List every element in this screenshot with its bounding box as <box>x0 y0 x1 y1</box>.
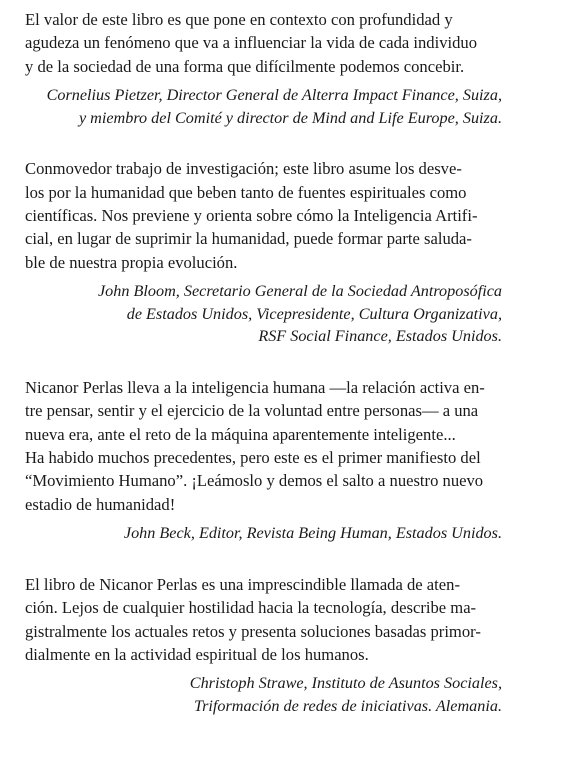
quote-line: Nicanor Perlas lleva a la inteligencia humana —la relación activa en- <box>25 377 485 397</box>
endorsement-4 <box>25 573 502 718</box>
quote-line: ción. Lejos de cualquier hostilidad hacia la tecnología, describe ma- <box>25 598 477 618</box>
quote-line: cial, en lugar de suprimir la humanidad, puede formar parte saluda- <box>25 229 472 249</box>
quote-line: estadio de humanidad! <box>25 494 176 514</box>
attribution-line: John Bloom, Secretario General de la Sociedad Antroposófica <box>97 282 502 301</box>
quote-line: El valor de este libro es que pone en contexto con profundidad y <box>25 10 453 29</box>
quote-line: Ha habido muchos precedentes, pero este es el primer manifiesto del <box>25 447 481 467</box>
attribution-line: y miembro del Comité y director de Mind and Life Europe, Suiza. <box>78 108 502 127</box>
endorsement-attribution <box>25 672 502 717</box>
quote-line: El libro de Nicanor Perlas es una imprescindible llamada de aten- <box>25 574 460 594</box>
endorsement-quote <box>25 376 502 516</box>
quote-line: gistralmente los actuales retos y presenta soluciones basadas primor- <box>25 621 481 641</box>
quote-line: Conmovedor trabajo de investigación; este libro asume los desve- <box>25 159 462 179</box>
endorsement-attribution <box>25 522 502 545</box>
endorsement-quote <box>25 573 502 667</box>
quote-line: “Movimiento Humano”. ¡Leámoslo y demos el salto a nuestro nuevo <box>25 471 484 491</box>
quote-line: los por la humanidad que beben tanto de fuentes espirituales como <box>25 182 467 202</box>
endorsement-2 <box>25 157 502 348</box>
attribution-line: de Estados Unidos, Vicepresidente, Cultura Organizativa, <box>126 304 502 323</box>
quote-line: ble de nuestra propia evolución. <box>25 252 238 272</box>
quote-line: nueva era, ante el reto de la máquina aparentemente inteligente... <box>25 424 456 444</box>
endorsement-attribution <box>25 280 502 348</box>
endorsement-quote <box>25 157 502 274</box>
quote-line: dialmente en la actividad espiritual de los humanos. <box>25 644 369 664</box>
endorsement-1 <box>25 8 502 129</box>
attribution-line: John Beck, Editor, Revista Being Human, Estados Unidos. <box>123 524 502 543</box>
endorsement-quote <box>25 8 502 78</box>
endorsements-page <box>25 8 502 745</box>
endorsement-attribution <box>25 84 502 129</box>
quote-line: tre pensar, sentir y el ejercicio de la voluntad entre personas— a una <box>25 401 479 421</box>
attribution-line: Cornelius Pietzer, Director General de Alterra Impact Finance, Suiza, <box>46 86 502 105</box>
attribution-line: Christoph Strawe, Instituto de Asuntos Sociales, <box>189 674 502 693</box>
attribution-line: RSF Social Finance, Estados Unidos. <box>258 327 502 346</box>
attribution-line: Triformación de redes de iniciativas. Alemania. <box>194 696 502 715</box>
endorsement-3 <box>25 376 502 545</box>
quote-line: agudeza un fenómeno que va a influenciar la vida de cada individuo <box>25 33 477 53</box>
quote-line: y de la sociedad de una forma que difícilmente podemos concebir. <box>25 56 465 76</box>
quote-line: científicas. Nos previene y orienta sobre cómo la Inteligencia Artifi- <box>25 206 478 226</box>
